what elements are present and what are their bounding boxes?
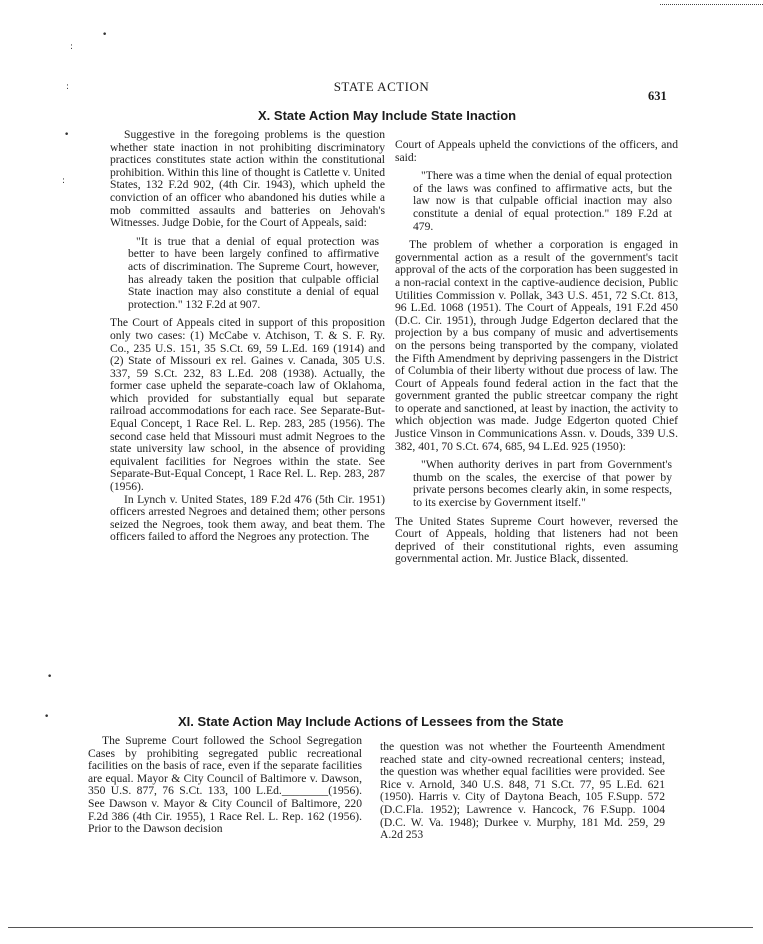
section-heading: XI. State Action May Include Actions of Lessees from the State [178, 714, 564, 729]
block-quote: "It is true that a denial of equal protection was better to have been largely confined to affirmative acts of discrimination. The Supreme Court, however, has already taken the position that culpable official State inaction may also constitute a denial of equal protection." 132 F.2d at 907. [128, 234, 379, 311]
paragraph: The Court of Appeals cited in support of this proposition only two cases: (1) McCabe v. Atchison, T. & S. F. Ry. Co., 235 U.S. 151, 35 S.Ct. 69, 59 L.Ed. 169 (1914) and (2) State of Missouri ex rel. Gaines v. Canada, 305 U.S. 337, 59 S.Ct. 232, 83 L.Ed. 208 (1938). Actually, the former case upheld the separate-coach law of Oklahoma, which provided for substantially equal but separate railroad accommodations for each race. See Separate-But-Equal Concept, 1 Race Rel. L. Rep. 283, 285 (1956). The second case held that Missouri must admit Negroes to the state university law school, in the absence of providing equivalent facilities for Negroes within the state. See Separate-But-Equal Concept, 1 Race Rel. L. Rep. 283, 287 (1956). [110, 316, 385, 494]
top-edge-dotted-line [660, 4, 763, 5]
paragraph: Suggestive in the foregoing problems is the question whether state inaction in not prohibiting discriminatory practices constitutes state action within the constitutional prohibition. Within this line of thought is Catlette v. United States, 132 F.2d 902, (4th Cir. 1943), which upheld the conviction of an officer who abandoned his duties while a mob committed assaults and batteries on Jehovah's Witnesses. Judge Dobie, for the Court of Appeals, said: [110, 128, 385, 230]
text-column-right [380, 741, 665, 842]
paragraph: the question was not whether the Fourteenth Amendment reached state and city-owned recreational centers; instead, the question was whether equal facilities were provided. See Rice v. Arnold, 340 U.S. 848, 71 S.Ct. 77, 95 L.Ed. 621 (1950). Harris v. City of Daytona Beach, 105 F.Supp. 572 (D.C.Fla. 1952); Lawrence v. Hancock, 76 F.Supp. 1004 (D.C. W. Va. 1948); Durkee v. Murphy, 181 Md. 259, 29 A.2d 253 [380, 740, 665, 842]
paragraph: The United States Supreme Court however, reversed the Court of Appeals, holding that listeners had not been deprived of their constitutional rights, even assuming governmental action. Mr. Justice Black, dissented. [395, 514, 678, 566]
block-quote: "When authority derives in part from Government's thumb on the scales, the exercise of that power by private persons becomes clearly akin, in some respects, to its exercise by Government itself." [413, 458, 672, 510]
text-column-right [395, 139, 678, 566]
margin-mark: • [64, 130, 70, 140]
text-column-left [88, 735, 362, 836]
margin-mark: • [102, 30, 108, 40]
text-column-left [110, 129, 385, 544]
section-heading: X. State Action May Include State Inaction [258, 108, 517, 123]
running-head: STATE ACTION [333, 79, 430, 94]
paragraph: Court of Appeals upheld the convictions of the officers, and said: [395, 138, 678, 164]
margin-mark: : [62, 176, 66, 186]
bottom-rule [8, 927, 753, 928]
paragraph: The problem of whether a corporation is engaged in governmental action as a result of the government's tacit approval of the acts of the corporation has been suggested in a non-racial context in the captive-audience decision, Public Utilities Commission v. Pollak, 343 U.S. 451, 72 S.Ct. 813, 96 L.Ed. 1068 (1951). The Court of Appeals, 191 F.2d 450 (D.C. Cir. 1951), through Judge Edgerton declared that the projection by a bus company of music and advertisements on the persons being transported by the company, violated the Fifth Amendment by depriving passengers in the District of Columbia of their liberty without due process of law. The Court of Appeals found federal action in the fact that the government granted the public streetcar company the right to operate and sanctioned, at least by inaction, the activity to which objection was made. Judge Edgerton quoted Chief Justice Vinson in Communications Assn. v. Douds, 339 U.S. 382, 401, 70 S.Ct. 674, 685, 94 L.Ed. 925 (1950): [395, 238, 678, 453]
margin-mark: : [66, 82, 70, 92]
paragraph: In Lynch v. United States, 189 F.2d 476 (5th Cir. 1951) officers arrested Negroes and detained them; other persons seized the Negroes, took them away, and beat them. The officers failed to afford the Negroes any protection. The [110, 492, 385, 544]
margin-mark: • [47, 672, 53, 682]
margin-mark: : [70, 42, 74, 52]
block-quote: "There was a time when the denial of equal protection of the laws was confined to affirmative acts, but the law now is that culpable official inaction may also constitute a denial of equal protection." 189 F.2d at 479. [413, 169, 673, 233]
margin-mark: • [44, 712, 50, 722]
paragraph: The Supreme Court followed the School Segregation Cases by prohibiting segregated public recreational facilities on the basis of race, even if the separate facilities are equal. Mayor & City Council of Baltimore v. Dawson, 350 U.S. 877, 76 S.Ct. 133, 100 L.Ed.________(1956). See Dawson v. Mayor & City Council of Baltimore, 220 F.2d 386 (4th Cir. 1955), 1 Race Rel. L. Rep. 162 (1956). Prior to the Dawson decision [88, 734, 362, 836]
page-number: 631 [648, 89, 667, 103]
